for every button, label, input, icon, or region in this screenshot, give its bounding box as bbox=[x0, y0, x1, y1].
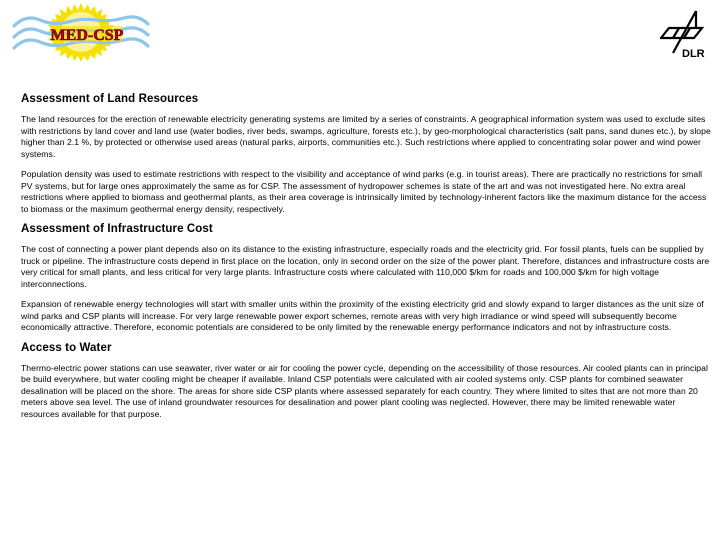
paragraph: The cost of connecting a power plant depends also on its distance to the existing infrastructure, especially roads and the electricity grid. For fossil plants, fuels can be supplied by truck or pipeline. The infrastructure costs depend in first place on the location, only in second order on the size of the power plant. Therefore, distances and infrastructure costs are very critical for small plants, and less critical for very large plants. Infrastructure costs where calculated with 110,000 $/km for roads and 100,000 $/km for high voltage interconnections. bbox=[21, 244, 710, 289]
paragraph: Thermo-electric power stations can use seawater, river water or air for cooling the power cycle, depending on the accessibility of those resources. Air cooled plants can in principal be build everywhere, but water cooling might be cheaper if available. Inland CSP potentials were calculated with air cooled systems only. CSP plants for combined seawater desalination will be placed on the shore. The areas for shore side CSP plants where assessed separately for each country. They where limited to sites that are not more than 20 meters above sea level. The use of inland groundwater resources for desalination and power plant cooling was neglected. However, there may be limited renewable water resources available for that purpose. bbox=[21, 362, 708, 419]
dlr-emblem-icon bbox=[660, 8, 712, 60]
document-body bbox=[21, 93, 711, 429]
section-heading: Assessment of Infrastructure Cost bbox=[21, 223, 213, 235]
section-access-to-water bbox=[21, 342, 711, 421]
section-heading: Assessment of Land Resources bbox=[21, 93, 199, 105]
dlr-text: DLR bbox=[682, 48, 705, 60]
paragraph: The land resources for the erection of renewable electricity generating systems are limited by a series of constraints. A geographical information system was used to exclude sites with restrictions by land cover and land use (water bodies, river beds, swamps, agriculture, forests etc.), by geo-morphological characteristics (salt pans, sand dunes etc.), by slope higher than 2.1 %, by protected or otherwise used areas (natural parks, airports, communities etc.). Such restrictions where applied to concentrating solar power and wind power systems. bbox=[21, 114, 711, 159]
section-land-resources bbox=[21, 93, 711, 215]
med-csp-sun-waves-icon bbox=[6, 0, 156, 64]
section-heading: Access to Water bbox=[21, 341, 112, 354]
med-csp-logo bbox=[6, 0, 156, 64]
paragraph: Expansion of renewable energy technologies will start with smaller units within the proximity of the existing electricity grid and slowly expand to larger distances as the unit size of wind parks and CSP plants will increase. For very large renewable power export schemes, remote areas with very high irradiance or wind speed will subsequently become economically attractive. Therefore, economic potentials are considered to be only limited by the renewable energy performance indicators and not by infrastructure costs. bbox=[21, 299, 704, 332]
med-csp-text: MED-CSP bbox=[50, 27, 124, 44]
paragraph: Population density was used to estimate restrictions with respect to the visibility and acceptance of wind parks (e.g. in tourist areas). There are practically no restrictions for small PV systems, but for large ones approximately the same as for CSP. The assessment of hydropower schemes is state of the art and was not investigated here. No extra areal restrictions where applied to biomass and geothermal plants, as their area coverage is intrinsically limited by technology-inherent factors like the maximum distance for the access to biomass or the maximum geothermal energy density, respectively. bbox=[21, 169, 707, 214]
section-infrastructure-cost bbox=[21, 223, 711, 334]
dlr-logo bbox=[660, 8, 712, 60]
